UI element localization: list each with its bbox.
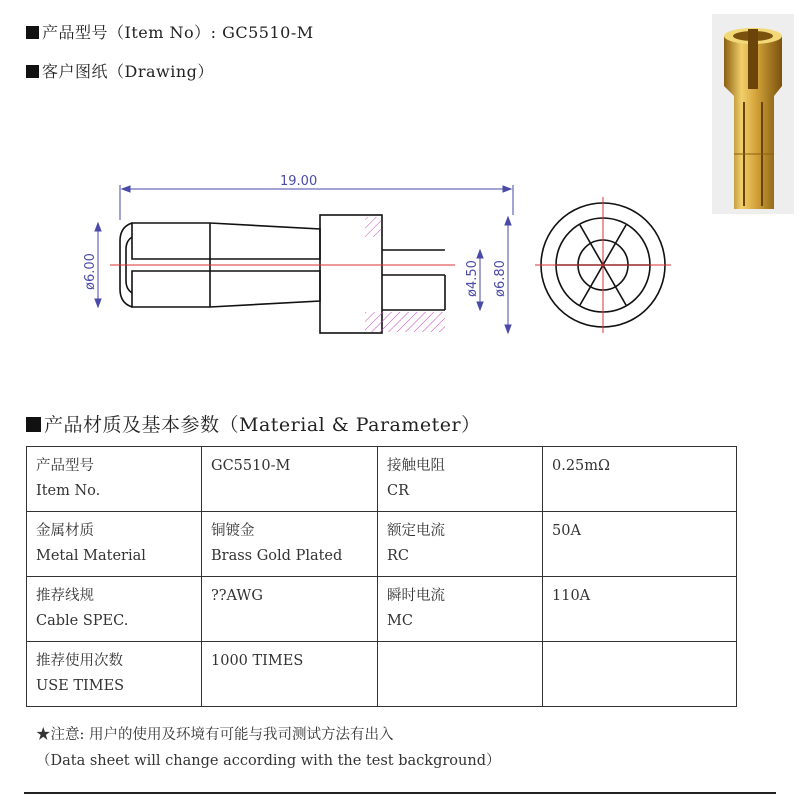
dim-flange-diameter-label: ø6.80 (493, 260, 508, 297)
disclaimer-note (36, 722, 500, 774)
drawing-heading (26, 59, 214, 82)
hatched-section-bottom (365, 312, 445, 332)
cell-text: 金属材质 (36, 523, 94, 539)
note-english: （Data sheet will change according with the test background） (36, 753, 501, 769)
table-cell (543, 642, 737, 707)
cell-text: 110A (552, 588, 591, 604)
item-number-heading (26, 20, 314, 43)
table-cell (27, 577, 202, 642)
table-cell (378, 512, 543, 577)
cell-text: 铜镀金 (211, 523, 255, 539)
hatched-section-top (365, 217, 381, 237)
table-cell (27, 447, 202, 512)
cell-text: USE TIMES (36, 678, 125, 694)
product-photo (712, 14, 794, 214)
drawing-heading-text: 客户图纸（Drawing） (42, 62, 214, 81)
parameter-table (26, 446, 737, 707)
cell-text: 推荐使用次数 (36, 653, 123, 669)
cell-text: Brass Gold Plated (211, 548, 343, 564)
table-cell (378, 577, 543, 642)
cell-text: 产品型号 (36, 458, 94, 474)
cell-text: Item No. (36, 483, 101, 499)
square-bullet-icon (26, 417, 41, 432)
cell-text: 推荐线规 (36, 588, 94, 604)
table-cell (202, 642, 378, 707)
table-cell (543, 577, 737, 642)
material-heading-text: 产品材质及基本参数（Material & Parameter） (44, 414, 481, 436)
cell-text: MC (387, 613, 413, 629)
cell-text: 额定电流 (387, 523, 445, 539)
square-bullet-icon (26, 26, 39, 39)
cell-text: 0.25mΩ (552, 458, 611, 474)
table-cell (202, 447, 378, 512)
square-bullet-icon (26, 65, 39, 78)
table-cell (543, 447, 737, 512)
table-cell (378, 447, 543, 512)
cell-text: Cable SPEC. (36, 613, 129, 629)
bottom-divider (24, 792, 776, 794)
table-cell (27, 642, 202, 707)
dim-inner-diameter-label: ø4.50 (465, 260, 480, 297)
cell-text: 50A (552, 523, 581, 539)
technical-drawing (80, 165, 700, 345)
cell-text: CR (387, 483, 410, 499)
table-row (27, 642, 737, 707)
cell-text: Metal Material (36, 548, 146, 564)
table-row (27, 577, 737, 642)
table-cell (202, 577, 378, 642)
cell-text: ??AWG (211, 588, 263, 604)
length-dimension (120, 185, 513, 220)
cell-text: RC (387, 548, 410, 564)
note-chinese: ★注意: 用户的使用及环境有可能与我司测试方法有出入 (36, 727, 394, 743)
table-cell (202, 512, 378, 577)
cell-text: 1000 TIMES (211, 653, 304, 669)
dim-outer-diameter-label: ø6.00 (83, 253, 98, 290)
table-row (27, 447, 737, 512)
cell-text: 瞬时电流 (387, 588, 445, 604)
material-heading (26, 410, 481, 437)
diameter-dimensions (95, 217, 511, 333)
item-number-text: 产品型号（Item No）: GC5510-M (42, 23, 314, 42)
table-cell (543, 512, 737, 577)
table-cell (378, 642, 543, 707)
table-cell (27, 512, 202, 577)
table-row (27, 512, 737, 577)
cell-text: 接触电阻 (387, 458, 445, 474)
cell-text: GC5510-M (211, 458, 291, 474)
dim-length-label: 19.00 (280, 174, 318, 189)
